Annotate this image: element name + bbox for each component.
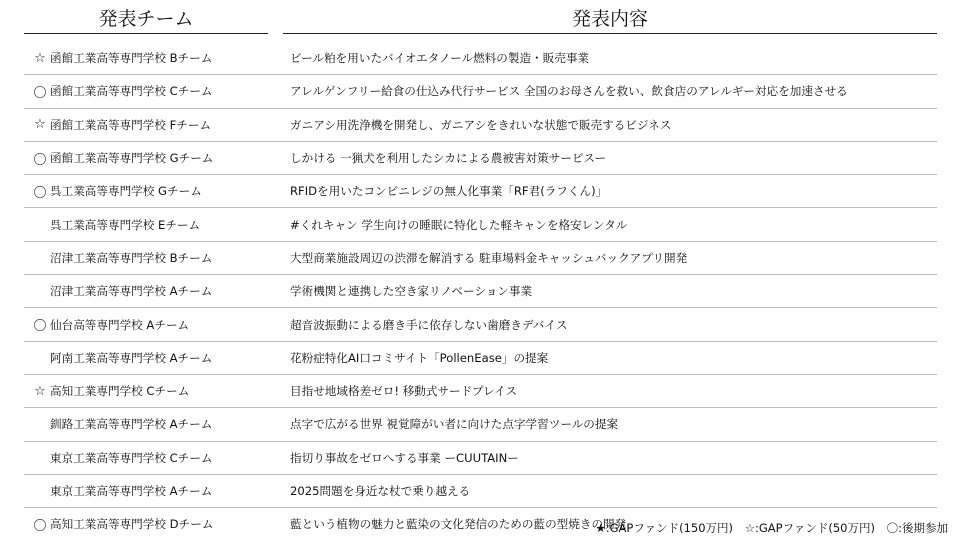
row-mark: 〇 xyxy=(33,152,47,168)
team-name: 高知工業専門学校 Cチーム xyxy=(50,384,190,399)
presentation-title: ガニアシ用洗浄機を開発し、ガニアシをきれいな状態で販売するビジネス xyxy=(290,117,672,132)
header-team: 発表チーム xyxy=(98,8,194,30)
presentation-title: 学術機関と連携した空き家リノベーション事業 xyxy=(290,284,533,299)
row-mark xyxy=(32,342,48,374)
row-mark: 〇 xyxy=(33,85,47,101)
row-mark xyxy=(32,242,48,274)
presentation-title: #くれキャン 学生向けの睡眠に特化した軽キャンを格安レンタル xyxy=(290,217,628,232)
presentation-title: ビール粕を用いたバイオエタノール燃料の製造・販売事業 xyxy=(290,51,590,66)
presentation-title: 2025問題を身近な杖で乗り越える xyxy=(290,484,471,498)
table-row xyxy=(24,142,937,175)
team-name: 高知工業高等専門学校 Dチーム xyxy=(50,517,214,532)
team-name: 釧路工業高等専門学校 Aチーム xyxy=(50,417,213,432)
presentation-title: RFIDを用いたコンビニレジの無人化事業「RF君(ラフくん)」 xyxy=(290,184,608,199)
table-row xyxy=(24,175,937,208)
row-mark xyxy=(32,208,48,240)
presentation-title: 目指せ地域格差ゼロ! 移動式サードプレイス xyxy=(290,384,518,399)
team-name: 沼津工業高等専門学校 Bチーム xyxy=(50,250,213,265)
table-row xyxy=(24,275,937,308)
table-row xyxy=(24,342,937,375)
legend xyxy=(587,520,948,536)
team-name: 函館工業高等専門学校 Bチーム xyxy=(50,51,213,66)
presentation-title: 指切り事故をゼロへする事業 ーCUUTAINー xyxy=(290,450,519,465)
presentation-title: 超音波振動による磨き手に依存しない歯磨きデバイス xyxy=(290,317,568,332)
table-row xyxy=(24,442,937,475)
row-mark xyxy=(32,275,48,307)
team-name: 呉工業高等専門学校 Gチーム xyxy=(50,184,202,199)
header-content-rule xyxy=(283,33,937,34)
legend-later-participation: 〇:後期参加 xyxy=(886,521,948,535)
table-row xyxy=(24,408,937,441)
table-row xyxy=(24,75,937,108)
presentation-title: アレルゲンフリー給食の仕込み代行サービス 全国のお母さんを救い、飲食店のアレルギー対応を加速させる xyxy=(290,84,848,99)
presentation-title: 花粉症特化AI口コミサイト「PollenEase」の提案 xyxy=(290,350,549,365)
table-row xyxy=(24,308,937,341)
team-name: 函館工業高等専門学校 Gチーム xyxy=(50,151,214,166)
header-team-rule xyxy=(24,33,268,34)
table-row xyxy=(24,375,937,408)
row-mark: 〇 xyxy=(33,185,47,201)
row-mark: ☆ xyxy=(34,117,46,133)
team-name: 呉工業高等専門学校 Eチーム xyxy=(50,217,201,232)
presentation-title: 藍という植物の魅力と藍染の文化発信のための藍の型焼きの開発 xyxy=(290,517,627,532)
row-mark: 〇 xyxy=(33,319,47,335)
presentation-title: 大型商業施設周辺の渋滞を解消する 駐車場料金キャッシュバックアプリ開発 xyxy=(290,250,688,265)
team-name: 函館工業高等専門学校 Cチーム xyxy=(50,84,213,99)
presentation-title: 点字で広がる世界 視覚障がい者に向けた点字学習ツールの提案 xyxy=(290,417,619,432)
header-content: 発表内容 xyxy=(571,8,648,30)
team-name: 仙台高等専門学校 Aチーム xyxy=(50,317,190,332)
row-mark: ☆ xyxy=(34,383,46,399)
team-name: 東京工業高等専門学校 Cチーム xyxy=(50,450,213,465)
team-name: 函館工業高等専門学校 Fチーム xyxy=(50,117,212,132)
team-name: 阿南工業高等専門学校 Aチーム xyxy=(50,350,213,365)
row-mark: ☆ xyxy=(34,50,46,66)
table-row xyxy=(24,475,937,508)
team-name: 東京工業高等専門学校 Aチーム xyxy=(50,484,213,498)
table-row xyxy=(24,242,937,275)
table-row xyxy=(24,208,937,241)
legend-gold-fund: ★:GAPファンド(150万円) xyxy=(595,521,734,535)
row-mark xyxy=(32,475,48,507)
row-mark: 〇 xyxy=(33,518,47,534)
legend-silver-fund: ☆:GAPファンド(50万円) xyxy=(744,521,875,535)
row-mark xyxy=(32,442,48,474)
presentation-title: しかける 一猟犬を利用したシカによる農被害対策サービスー xyxy=(290,151,607,166)
presentation-table xyxy=(24,42,937,540)
row-mark xyxy=(32,408,48,440)
team-name: 沼津工業高等専門学校 Aチーム xyxy=(50,284,213,299)
table-row xyxy=(24,42,937,75)
table-row xyxy=(24,109,937,142)
